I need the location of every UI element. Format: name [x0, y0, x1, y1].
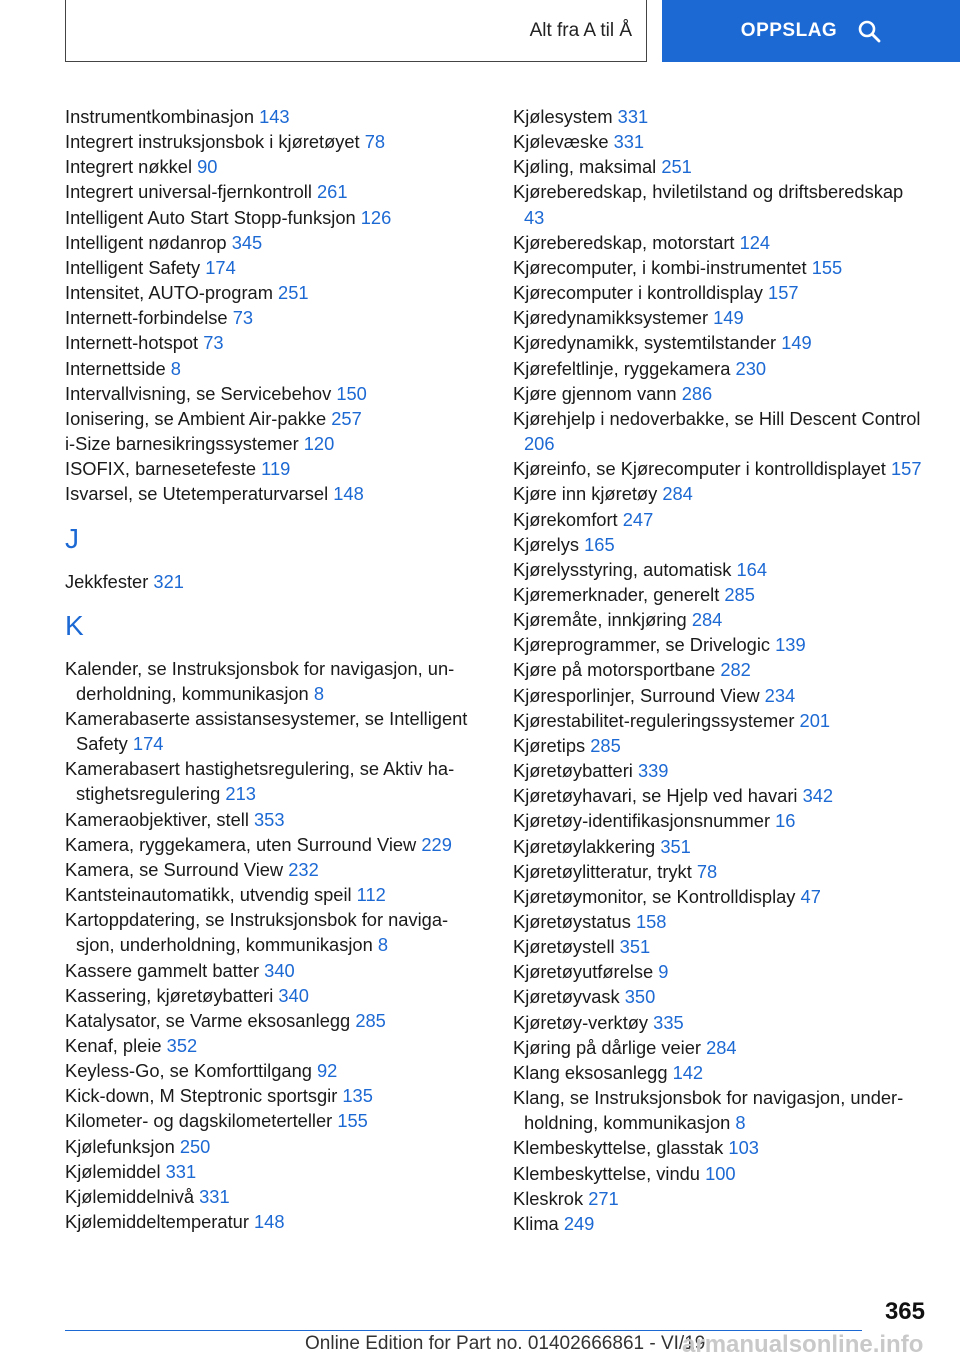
page-link[interactable]: 47 — [800, 885, 821, 907]
index-entry — [65, 706, 475, 756]
entry-text: ISOFIX, barnesetefeste — [65, 458, 257, 480]
index-entry — [65, 104, 475, 129]
page-link[interactable]: 8 — [313, 682, 324, 704]
entry-text: Klembeskyttelse, glasstak — [513, 1137, 724, 1159]
page-link[interactable]: 16 — [775, 810, 796, 832]
index-entry — [65, 1159, 475, 1184]
index-entry — [65, 832, 475, 857]
index-entry — [513, 1135, 923, 1160]
entry-text: Kjørekomfort — [513, 508, 618, 530]
entry-text: Kjøretips — [513, 734, 586, 756]
entry-text: Kjøreberedskap, motorstart — [513, 231, 735, 253]
page-link[interactable]: 112 — [356, 884, 386, 906]
entry-text: Kjølesystem — [513, 106, 613, 127]
page-link[interactable]: 100 — [705, 1162, 736, 1184]
index-entry — [513, 783, 923, 808]
index-entry — [513, 1035, 923, 1060]
entry-text: Klang, se Instruksjonsbok for navigasjon, underholdning, kommunikasjon — [513, 1087, 904, 1134]
page-link[interactable]: 139 — [775, 634, 806, 656]
page-link[interactable]: 284 — [691, 609, 723, 631]
entry-text: Intervallvisning, se Servicebehov — [65, 382, 332, 404]
entry-text: Kjøremåte, innkjøring — [513, 609, 687, 631]
page-link[interactable]: 73 — [203, 332, 224, 354]
entries-j — [65, 569, 475, 594]
page-link[interactable]: 331 — [617, 106, 649, 127]
index-entry — [513, 683, 923, 708]
index-entry — [513, 356, 923, 381]
header-tab-label: Alt fra A til Å — [529, 19, 632, 41]
index-entry — [65, 179, 475, 204]
page-link[interactable]: 119 — [261, 458, 291, 480]
entry-text: Kjøretøy-identifikasjonsnummer — [513, 810, 771, 832]
page-link[interactable]: 340 — [278, 984, 309, 1006]
entry-text: Kjørestabilitet-reguleringssystemer — [513, 709, 795, 731]
entry-text: Kjørecomputer i kontrolldisplay — [513, 282, 763, 304]
page-link[interactable]: 158 — [635, 911, 667, 932]
entry-text: Kjøredynamikksystemer — [513, 307, 709, 329]
entry-text: Kenaf, pleie — [65, 1035, 162, 1056]
index-entry — [65, 1209, 475, 1234]
oppslag-label: OPPSLAG — [740, 20, 838, 41]
entry-text: Kilometer- og dagskilometerteller — [65, 1110, 333, 1132]
page-link[interactable]: 8 — [170, 357, 181, 379]
entry-text: Ionisering, se Ambient Air-pakke — [65, 407, 327, 429]
page-link[interactable]: 285 — [724, 583, 755, 605]
entry-text: Kjøretøystell — [513, 936, 615, 958]
page-link[interactable]: 230 — [735, 357, 767, 379]
index-entry — [513, 733, 923, 758]
page-link[interactable]: 257 — [331, 407, 362, 429]
index-entry — [513, 481, 923, 506]
entry-text: Kjørefeltlinje, ryggekamera — [513, 357, 731, 379]
entry-text: Kalender, se Instruksjonsbok for navigasjon, underholdning, kommunikasjon — [65, 657, 455, 704]
index-entry — [513, 104, 923, 129]
page-link[interactable]: 78 — [696, 860, 718, 882]
index-entry — [513, 1010, 923, 1035]
entry-text: Kjøretøylakkering — [513, 835, 656, 857]
entry-text: Kassere gammelt batter — [65, 959, 260, 981]
index-entry — [513, 406, 923, 456]
entry-text: Kantsteinautomatikk, utvendig speil — [65, 884, 352, 906]
page-link[interactable]: 165 — [584, 533, 615, 555]
page-link[interactable]: 148 — [254, 1211, 285, 1233]
entries-k — [65, 656, 475, 1235]
page-link[interactable]: 142 — [672, 1061, 704, 1083]
index-entry — [65, 1108, 475, 1133]
page-link[interactable]: 350 — [624, 986, 656, 1008]
page-link[interactable]: 8 — [377, 934, 389, 956]
page-link[interactable]: 155 — [811, 256, 843, 278]
entry-text: Kjølemiddel — [65, 1160, 161, 1182]
index-entry — [513, 1085, 923, 1135]
entry-text: Katalysator, se Varme eksosanlegg — [65, 1009, 351, 1031]
page-link[interactable]: 103 — [728, 1137, 759, 1159]
page-link[interactable]: 352 — [166, 1035, 198, 1056]
page-link[interactable]: 157 — [768, 282, 799, 304]
page-link[interactable]: 73 — [232, 307, 254, 329]
index-entry — [513, 1211, 923, 1236]
page-link[interactable]: 8 — [735, 1112, 746, 1134]
entry-text: Intensitet, AUTO-program — [65, 282, 273, 304]
page-link[interactable]: 351 — [660, 835, 691, 857]
page-link[interactable]: 124 — [739, 231, 771, 253]
index-entry — [65, 656, 475, 706]
entry-text: Kjølemiddelnivå — [65, 1185, 195, 1207]
entry-text: Kjøretøybatteri — [513, 760, 633, 782]
index-entry — [513, 582, 923, 607]
page-link[interactable]: 271 — [588, 1187, 619, 1209]
entry-text: Kjøretøyutførelse — [513, 961, 654, 983]
entry-text: Kartoppdatering, se Instruksjonsbok for navigasjon, underholdning, kommunikasjon — [65, 909, 449, 956]
entry-text: Kleskrok — [513, 1187, 584, 1209]
entry-text: Kjølemiddeltemperatur — [65, 1211, 249, 1233]
index-entry — [65, 356, 475, 381]
index-entry — [513, 959, 923, 984]
page-link[interactable]: 149 — [713, 307, 744, 329]
entry-text: Kjørecomputer, i kombi-instrumentet — [513, 256, 807, 278]
page-link[interactable]: 282 — [720, 659, 751, 681]
page-number: 365 — [884, 1298, 925, 1325]
entry-text: Internettside — [65, 357, 166, 379]
index-entry — [513, 1161, 923, 1186]
index-entry — [65, 958, 475, 983]
entry-text: Klembeskyttelse, vindu — [513, 1162, 700, 1184]
entry-text: Kjøreberedskap, hviletilstand og driftsberedskap — [513, 181, 904, 203]
entry-text: Jekkfester — [65, 570, 149, 592]
page-link[interactable]: 90 — [197, 156, 218, 178]
index-column-right — [513, 104, 923, 1236]
index-entry — [65, 305, 475, 330]
index-entry — [65, 205, 475, 230]
index-entry — [513, 808, 923, 833]
page-link[interactable]: 213 — [225, 783, 256, 805]
entry-text: Kjøretøyvask — [513, 986, 620, 1008]
index-entry — [513, 557, 923, 582]
entry-text: Kamera, se Surround View — [65, 858, 284, 880]
index-entry — [513, 330, 923, 355]
page-link[interactable]: 135 — [342, 1085, 373, 1107]
oppslag-button[interactable] — [662, 0, 960, 62]
page-link[interactable]: 251 — [278, 282, 309, 304]
entry-text: Isvarsel, se Utetemperaturvarsel — [65, 483, 329, 505]
page-link[interactable]: 232 — [288, 858, 319, 880]
index-entry — [513, 859, 923, 884]
index-entry — [513, 884, 923, 909]
entry-text: Kameraobjektiver, stell — [65, 808, 249, 830]
page-link[interactable]: 284 — [706, 1036, 737, 1058]
page-link[interactable]: 9 — [658, 961, 669, 983]
page-link[interactable]: 286 — [681, 382, 713, 404]
index-entry — [513, 154, 923, 179]
entry-text: Kjørelys — [513, 533, 580, 555]
index-entry — [65, 1008, 475, 1033]
entry-text: Internett-hotspot — [65, 332, 199, 354]
index-entry — [65, 882, 475, 907]
index-entry — [513, 305, 923, 330]
index-entry — [65, 280, 475, 305]
entry-text: Kjøretøymonitor, se Kontrolldisplay — [513, 885, 796, 907]
page-link[interactable]: 339 — [637, 760, 669, 782]
page-link[interactable]: 150 — [336, 382, 367, 404]
index-entry — [65, 756, 475, 806]
page-link[interactable]: 331 — [613, 131, 645, 153]
page-link[interactable]: 126 — [360, 206, 392, 228]
index-entry — [513, 834, 923, 859]
page-link[interactable]: 143 — [259, 106, 290, 127]
index-entry — [65, 381, 475, 406]
entry-text: Integrert nøkkel — [65, 156, 193, 178]
page-link[interactable]: 234 — [764, 684, 796, 706]
index-entry — [65, 481, 475, 506]
page-link[interactable]: 285 — [590, 734, 621, 756]
page-link[interactable]: 155 — [337, 1110, 368, 1132]
page-link[interactable]: 247 — [622, 508, 654, 530]
index-entry — [65, 1033, 475, 1058]
page-link[interactable]: 340 — [264, 959, 295, 981]
index-entry — [513, 984, 923, 1009]
index-entry — [65, 1134, 475, 1159]
page-link[interactable]: 164 — [736, 558, 768, 580]
index-entry — [513, 255, 923, 280]
index-entry — [65, 330, 475, 355]
page-link[interactable]: 250 — [179, 1135, 211, 1157]
section-letter-k: K — [65, 609, 84, 641]
entry-text: Intelligent Auto Start Stopp-funksjon — [65, 206, 356, 228]
entry-text: Kjøredynamikk, systemtilstander — [513, 332, 777, 354]
entry-text: Kick-down, M Steptronic sportsgir — [65, 1085, 338, 1107]
entry-text: Integrert instruksjonsbok i kjøretøyet — [65, 131, 360, 153]
entry-text: Klima — [513, 1212, 559, 1234]
entry-text: Kjøring på dårlige veier — [513, 1036, 701, 1058]
entry-text: Kjøre på motorsportbane — [513, 659, 716, 681]
watermark: armanualsonline.info — [682, 1331, 924, 1358]
entry-text: Intelligent nødanrop — [65, 231, 227, 253]
index-entry — [65, 807, 475, 832]
search-icon — [857, 19, 881, 43]
entry-text: Kjøreinfo, se Kjørecomputer i kontrolldisplayet — [513, 458, 886, 480]
entry-text: Internett-forbindelse — [65, 307, 228, 329]
index-entry — [65, 983, 475, 1008]
entry-text: Kamera, ryggekamera, uten Surround View — [65, 833, 417, 855]
page-link[interactable]: 149 — [781, 332, 812, 354]
index-entry — [513, 280, 923, 305]
page-link[interactable]: 331 — [165, 1160, 197, 1182]
page-link[interactable]: 342 — [802, 785, 834, 807]
entry-text: Kjøre inn kjøretøy — [513, 483, 658, 505]
page-link[interactable]: 351 — [619, 936, 651, 958]
entry-text: Kjøreprogrammer, se Drivelogic — [513, 634, 771, 656]
page-link[interactable]: 353 — [254, 808, 285, 830]
entry-text: Kjørelysstyring, automatisk — [513, 558, 732, 580]
page-link[interactable]: 148 — [333, 483, 364, 505]
index-entry — [513, 909, 923, 934]
entry-text: Kamerabaserte assistansesystemer, se Intelligent Safety — [65, 707, 468, 755]
page-link[interactable]: 331 — [199, 1185, 230, 1207]
entry-text: Intelligent Safety — [65, 256, 201, 278]
index-entry — [65, 154, 475, 179]
page-link[interactable]: 261 — [317, 181, 348, 203]
index-entry — [513, 532, 923, 557]
entry-text: Integrert universal-fjernkontroll — [65, 181, 312, 203]
index-entry — [65, 456, 475, 481]
index-entry — [65, 230, 475, 255]
page-link[interactable]: 345 — [231, 231, 263, 253]
index-entry — [513, 456, 923, 481]
page-link[interactable]: 249 — [563, 1212, 595, 1234]
index-entry — [513, 507, 923, 532]
entry-text: Kjøre gjennom vann — [513, 382, 677, 404]
index-entry — [513, 632, 923, 657]
index-entry — [65, 431, 475, 456]
index-entry — [513, 607, 923, 632]
page-link[interactable]: 157 — [890, 458, 922, 480]
entry-text: Kjøling, maksimal — [513, 156, 657, 178]
header-tab — [65, 0, 647, 62]
page-link[interactable]: 174 — [132, 733, 164, 755]
entry-text: Klang eksosanlegg — [513, 1061, 668, 1083]
index-entry — [65, 1083, 475, 1108]
entry-text: Kjøretøylitteratur, trykt — [513, 860, 692, 882]
index-entry — [65, 406, 475, 431]
entry-text: Kjøremerknader, generelt — [513, 583, 720, 605]
edition-text: Online Edition for Part no. 01402666861 - VI/19 — [305, 1333, 706, 1354]
entry-text: Kjørehjelp i nedoverbakke, se Hill Descent Control — [513, 407, 921, 429]
entry-text: Kjøresporlinjer, Surround View — [513, 684, 760, 706]
page-link[interactable]: 43 — [524, 206, 545, 228]
index-entry — [513, 934, 923, 959]
index-entry — [65, 255, 475, 280]
entries-i — [65, 104, 475, 507]
index-entry — [65, 569, 475, 594]
page-link[interactable]: 251 — [661, 156, 692, 178]
page-link[interactable]: 78 — [364, 131, 386, 153]
page-link[interactable]: 120 — [303, 433, 335, 455]
page-link[interactable]: 201 — [799, 709, 831, 731]
index-entry — [65, 907, 475, 957]
page-link[interactable]: 284 — [662, 483, 693, 505]
index-entry — [513, 179, 923, 229]
section-letter-j: J — [65, 522, 79, 554]
index-entry — [65, 129, 475, 154]
index-entry — [513, 657, 923, 682]
entry-text: Kjølefunksjon — [65, 1135, 175, 1157]
entries-k-continued — [513, 104, 923, 1236]
index-entry — [513, 230, 923, 255]
entry-text: Kamerabasert hastighetsregulering, se Aktiv hastighetsregulering — [65, 758, 455, 805]
index-column-left — [65, 104, 475, 1234]
entry-text: Kassering, kjøretøybatteri — [65, 984, 274, 1006]
index-entry — [513, 1186, 923, 1211]
entry-text: Kjøretøystatus — [513, 911, 631, 932]
entry-text: Keyless-Go, se Komforttilgang — [65, 1060, 312, 1082]
index-entry — [65, 857, 475, 882]
page-link[interactable]: 285 — [355, 1009, 386, 1031]
index-entry — [65, 1184, 475, 1209]
page-link[interactable]: 335 — [653, 1011, 684, 1033]
index-entry — [513, 1060, 923, 1085]
index-entry — [65, 1058, 475, 1083]
entry-text: Kjøretøy-verktøy — [513, 1011, 649, 1033]
index-entry — [513, 758, 923, 783]
page-link[interactable]: 92 — [317, 1060, 338, 1082]
entry-text: i-Size barnesikringssystemer — [65, 433, 299, 455]
index-entry — [513, 381, 923, 406]
entry-text: Kjøretøyhavari, se Hjelp ved havari — [513, 785, 798, 807]
page-link[interactable]: 206 — [524, 433, 555, 455]
entry-text: Instrumentkombinasjon — [65, 106, 254, 127]
page-link[interactable]: 229 — [421, 833, 452, 855]
index-entry — [513, 708, 923, 733]
page-link[interactable]: 321 — [153, 570, 184, 592]
index-entry — [513, 129, 923, 154]
entry-text: Kjølevæske — [513, 131, 609, 153]
page-link[interactable]: 174 — [205, 256, 236, 278]
